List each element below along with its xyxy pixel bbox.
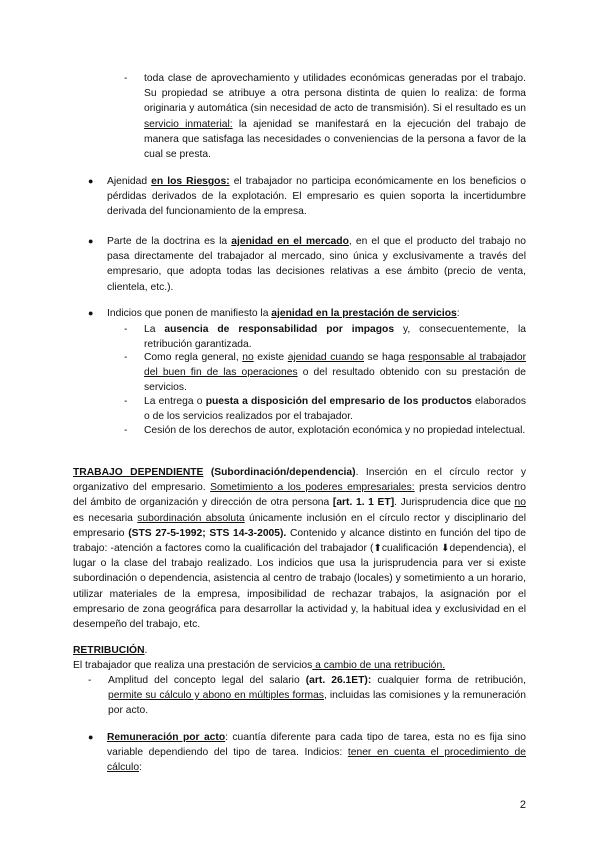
bullet-icon: ●: [88, 308, 94, 318]
bullet-mercado: [88, 234, 526, 295]
section-heading: RETRIBUCIÓN: [73, 645, 145, 656]
sub-item-entrega: [124, 394, 526, 424]
bold-underlined-term: ajenidad en la prestación de servicios: [271, 308, 457, 319]
dash-item-aprovechamiento: [124, 71, 526, 162]
dash-marker: -: [124, 396, 128, 407]
paragraph-text: Como regla general, no existe ajenidad cuando se haga responsable al trabajador del buen fin de las operaciones o del resultado obtenido con su prestación de servicios.: [144, 352, 527, 394]
page-number: 2: [519, 799, 526, 811]
paragraph-text: La entrega o puesta a disposición del empresario de los productos elaborados o de los servicios realizados por el trabajador.: [144, 396, 527, 423]
bullet-riesgos: [88, 174, 526, 220]
paragraph-text: Remuneración por acto: cuantía diferente para cada tipo de tarea, esta no es fija sino variable dependiendo del tipo de tarea. Indicios: tener en cuenta el procedimiento de cálculo:: [107, 732, 526, 774]
section-trabajo-dependiente: [73, 465, 526, 632]
bold-term: ausencia de responsabilidad por impagos: [164, 324, 395, 335]
bold-underlined-term: en los Riesgos:: [151, 176, 230, 187]
dash-marker: -: [124, 425, 128, 436]
dash-marker: -: [124, 73, 128, 84]
section-subheading: (Subordinación/dependencia): [203, 467, 356, 478]
dash-marker: -: [124, 352, 128, 363]
bullet-remuneracion-acto: [88, 730, 526, 776]
bullet-icon: ●: [88, 236, 94, 246]
sub-item-regla-general: [124, 350, 526, 396]
bullet-indicios: [88, 306, 526, 321]
sub-item-impagos: [124, 322, 526, 352]
arrow-down-icon: ⬇: [441, 543, 450, 555]
paragraph-text: Amplitud del concepto legal del salario (art. 26.1ET): cualquier forma de retribución, permite su cálculo y abono en múltiples formas, incluidas las comisiones y la remuneración por acto.: [108, 675, 526, 717]
paragraph-text: Ajenidad en los Riesgos: el trabajador no participa económicamente en los beneficios o pérdidas derivados de la explotación. El empresario es quien soporta la incertidumbre derivada del funcionamiento de la empresa.: [107, 176, 527, 218]
bold-underlined-term: Remuneración por acto: [107, 732, 226, 743]
section-heading: TRABAJO DEPENDIENTE: [73, 467, 204, 478]
paragraph-text: toda clase de aprovechamiento y utilidades económicas generadas por el trabajo. Su propiedad se atribuye a otra persona distinta de quien lo realiza: de forma originaria y automática (sin necesidad de acto de transmisión). Si el resultado es un servicio inmaterial: la ajenidad se manifestará en la ejecución del trabajo de manera que satisfaga las necesidades o conveniencias de la persona a favor de la cual se presta.: [144, 73, 527, 161]
bullet-icon: ●: [88, 176, 94, 186]
sub-item-cesion: [124, 423, 526, 438]
paragraph-text: La ausencia de responsabilidad por impagos y, consecuentemente, la retribución garantizada.: [144, 324, 526, 351]
paragraph-text: TRABAJO DEPENDIENTE (Subordinación/dependencia). Inserción en el círculo rector y organizativo del empresario. Sometimiento a los poderes empresariales: presta servicios dentro del ámbito de organización y dirección de otra persona [art. 1. 1 ET]. Jurisprudencia dice que no es necesaria subordinación absoluta únicamente inclusión en el círculo rector y disciplinario del empresario (STS 27-5-1992; STS 14-3-2005). Contenido y alcance distinto en función del tipo de trabajo: -atención a factores como la cualificación del trabajador (⬆cualificación ⬇dependencia), el lugar o la clase del trabajo realizado. Los indicios que usa la jurisprudencia para ver si existe subordinación o dependencia, asistencia al centro de trabajo (locales) y sometimiento a un horario, utilizar materiales de la empresa, imposibilidad de rechazar trabajos, la asignación por el empresario de zona geográfica para desarrollar la actividad y, la habitual idea y exclusividad en el desempeño del trabajo, etc.: [73, 467, 527, 631]
underlined-term: servicio inmaterial:: [144, 118, 233, 130]
paragraph-text: Indicios que ponen de manifiesto la ajenidad en la prestación de servicios:: [107, 308, 460, 319]
paragraph-text: Cesión de los derechos de autor, explotación económica y no propiedad intelectual.: [144, 425, 526, 436]
paragraph-text: El trabajador que realiza una prestación de servicios a cambio de una retribución.: [73, 660, 446, 672]
bullet-icon: ●: [88, 732, 94, 742]
section-heading-line: RETRIBUCIÓN.: [73, 645, 148, 656]
section-retribucion: [73, 643, 526, 673]
dash-item-amplitud: [88, 673, 526, 719]
dash-marker: -: [124, 324, 128, 335]
dash-marker: -: [88, 675, 92, 686]
arrow-up-icon: ⬆: [373, 543, 382, 555]
bold-term: puesta a disposición del empresario de los productos: [205, 396, 472, 407]
bold-underlined-term: ajenidad en el mercado: [231, 236, 349, 247]
paragraph-text: Parte de la doctrina es la ajenidad en el mercado, en el que el producto del trabajo no pasa directamente del trabajador al mercado, sino única y exclusivamente a través del empresario, que adopta todas las decisiones relativas a ese ámbito (precio de venta, clientela, etc.).: [107, 236, 526, 293]
